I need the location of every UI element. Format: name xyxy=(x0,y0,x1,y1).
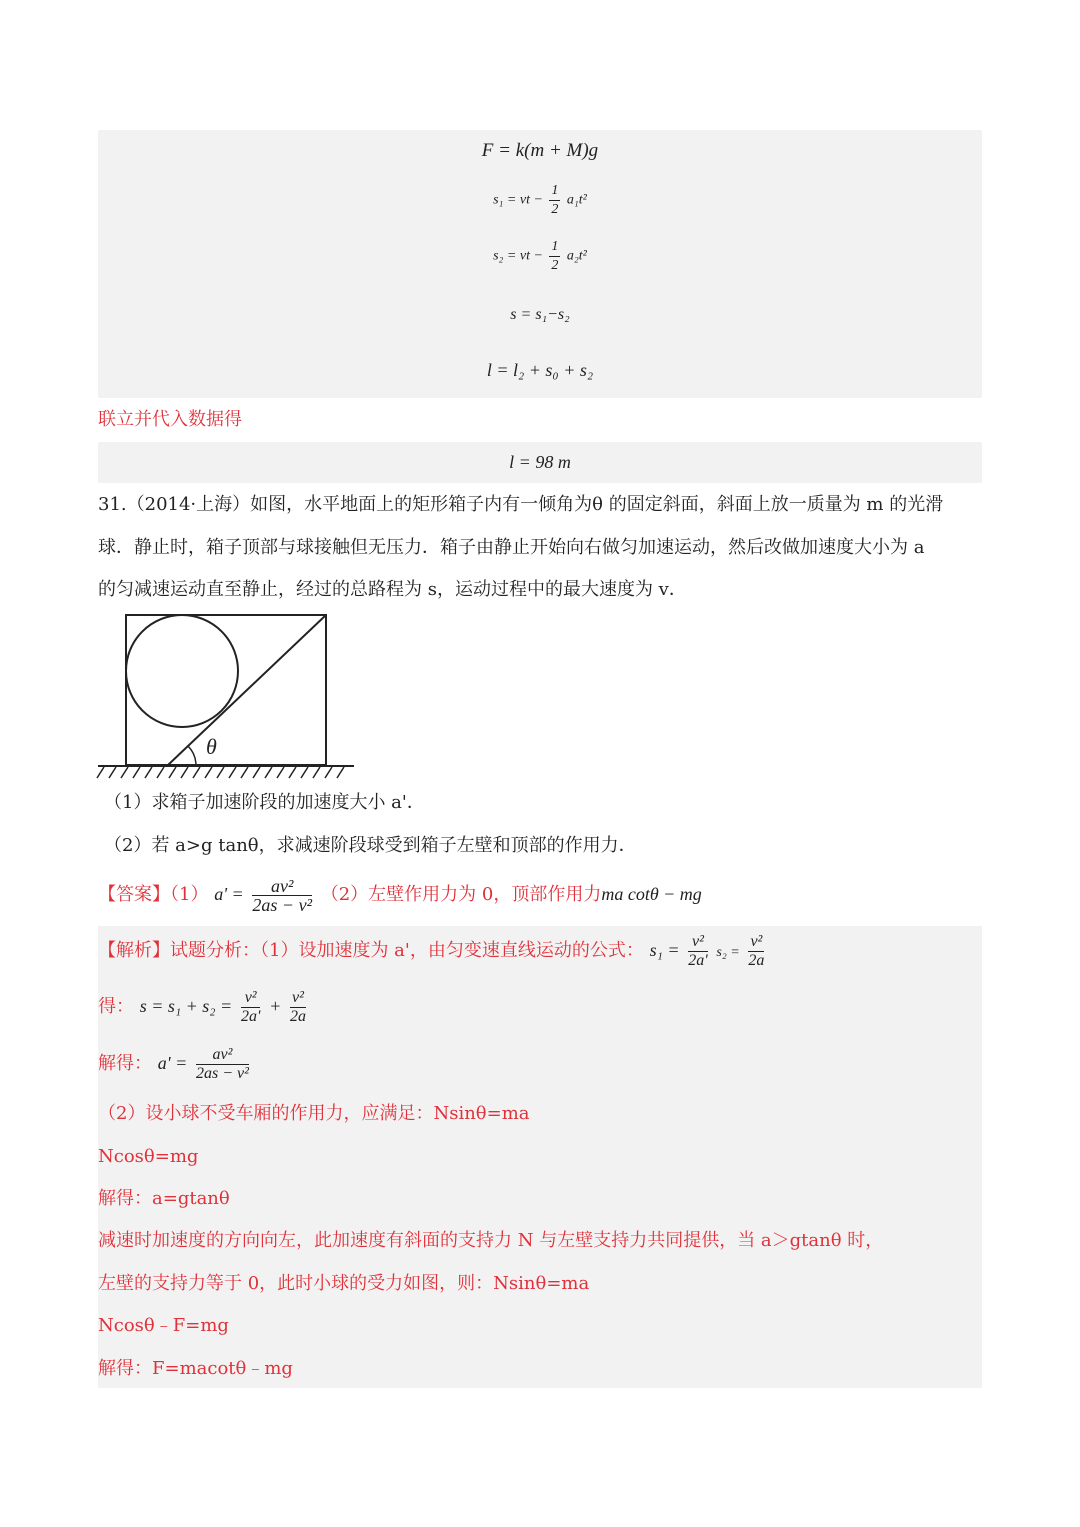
analysis-s1-fraction xyxy=(688,933,707,970)
analysis-line-6: 解得：a=gtanθ xyxy=(98,1188,230,1209)
box-incline-ball-figure xyxy=(96,610,358,782)
eq-text: s₁ = vt − xyxy=(493,192,543,208)
answer-a-prime: a' = xyxy=(214,884,244,904)
analysis-line-3 xyxy=(98,1045,252,1085)
answer-fraction xyxy=(252,877,312,914)
analysis-line-2 xyxy=(98,988,309,1028)
hatch-mark xyxy=(133,767,140,778)
analysis-line-10: 解得：F=macotθ﹣mg xyxy=(98,1358,293,1379)
result-box xyxy=(98,442,982,483)
equation-l: l = l₂ + s₀ + s₂ xyxy=(486,360,594,380)
question-1: （1）求箱子加速阶段的加速度大小 a'． xyxy=(104,792,425,813)
angle-arc xyxy=(188,746,196,765)
analysis-line-2-label: 得： xyxy=(98,996,134,1017)
angle-label: θ xyxy=(206,734,217,759)
hatch-mark xyxy=(229,767,236,778)
equation-force: F = k(m + M)g xyxy=(481,140,599,161)
hatch-mark xyxy=(157,767,164,778)
numerator: av² xyxy=(196,1046,249,1065)
formula-box-top xyxy=(98,130,982,398)
analysis-line-2-fraction-2 xyxy=(290,989,306,1026)
equation-s1 xyxy=(98,182,982,219)
hatch-mark xyxy=(169,767,176,778)
numerator: v² xyxy=(748,933,764,952)
analysis-line-7: 减速时加速度的方向向左，此加速度有斜面的支持力 N 与左壁支持力共同提供，当 a＞gtanθ 时， xyxy=(98,1230,884,1251)
hatch-mark xyxy=(337,767,344,778)
hatch-mark xyxy=(277,767,284,778)
hatch-mark xyxy=(145,767,152,778)
result-equation: l = 98 m xyxy=(509,452,571,472)
incline-line xyxy=(168,615,326,765)
hatch-mark xyxy=(121,767,128,778)
denominator: 2a' xyxy=(240,1007,261,1025)
eq-text: a₁t² xyxy=(566,192,587,208)
analysis-line-1-text: 试题分析：（1）设加速度为 a'，由匀变速直线运动的公式： xyxy=(170,940,644,961)
answer-part2-formula: ma cotθ − mg xyxy=(601,884,702,904)
denominator: 2a' xyxy=(688,951,708,969)
numerator: v² xyxy=(290,989,306,1008)
denominator: 2 xyxy=(551,202,559,217)
question-2: （2）若 a>g tanθ，求减速阶段球受到箱子左壁和顶部的作用力． xyxy=(104,835,637,856)
analysis-s2-fraction xyxy=(748,933,764,970)
analysis-line-2-eq: s = s₁ + s₂ = xyxy=(139,996,233,1016)
numerator: av² xyxy=(252,877,312,896)
hatch-mark xyxy=(301,767,308,778)
numerator: 1 xyxy=(549,238,560,257)
ball xyxy=(126,615,238,727)
denominator: 2a xyxy=(290,1007,306,1025)
combine-text: 联立并代入数据得 xyxy=(98,409,242,430)
answer-part2: （2）左壁作用力为 0，顶部作用力 xyxy=(320,884,602,905)
denominator: 2as − v² xyxy=(195,1064,249,1082)
fraction xyxy=(549,238,560,275)
analysis-line-4: （2）设小球不受车厢的作用力，应满足：Nsinθ=ma xyxy=(98,1103,530,1124)
analysis-s2: s₂ = xyxy=(716,945,740,960)
eq-text: a₂t² xyxy=(566,248,587,264)
numerator: 1 xyxy=(549,182,560,201)
analysis-line-3-label: 解得： xyxy=(98,1053,152,1074)
equation-s2 xyxy=(98,238,982,275)
analysis-line-9: Ncosθ﹣F=mg xyxy=(98,1315,229,1336)
analysis-line-5: Ncosθ=mg xyxy=(98,1146,199,1167)
equation-s: s = s₁−s₂ xyxy=(510,306,570,323)
analysis-line-3-eq: a' = xyxy=(157,1053,188,1073)
fraction xyxy=(549,182,560,219)
plus-sign: + xyxy=(269,996,282,1016)
numerator: v² xyxy=(688,933,707,952)
hatch-mark xyxy=(313,767,320,778)
analysis-line-1 xyxy=(98,932,767,972)
analysis-tag: 【解析】 xyxy=(98,940,170,961)
analysis-line-2-fraction-1 xyxy=(241,989,260,1026)
hatch-mark xyxy=(97,767,104,778)
denominator: 2a xyxy=(748,951,765,969)
hatch-mark xyxy=(205,767,212,778)
hatch-mark xyxy=(289,767,296,778)
answer-tag: 【答案】 xyxy=(98,884,170,905)
analysis-line-3-fraction xyxy=(196,1046,249,1083)
hatch-mark xyxy=(193,767,200,778)
problem-line-1: 31.（2014·上海）如图，水平地面上的矩形箱子内有一倾角为θ 的固定斜面，斜面上放一质量为 m 的光滑 xyxy=(98,494,944,515)
problem-line-3: 的匀减速运动直至静止，经过的总路程为 s，运动过程中的最大速度为 v． xyxy=(98,579,687,600)
eq-text: s₂ = vt − xyxy=(493,248,543,264)
answer-line xyxy=(98,874,702,924)
hatch-mark xyxy=(109,767,116,778)
denominator: 2as − v² xyxy=(252,894,312,915)
problem-line-2: 球．静止时，箱子顶部与球接触但无压力．箱子由静止开始向右做匀加速运动，然后改做加速度大小为 a xyxy=(98,537,925,558)
denominator: 2 xyxy=(551,258,559,273)
analysis-line-8: 左壁的支持力等于 0，此时小球的受力如图，则：Nsinθ=ma xyxy=(98,1273,590,1294)
hatch-mark xyxy=(181,767,188,778)
hatch-mark xyxy=(241,767,248,778)
answer-part1: （1） xyxy=(170,884,209,905)
numerator: v² xyxy=(241,989,260,1008)
ground-hatching xyxy=(97,767,344,778)
hatch-mark xyxy=(265,767,272,778)
hatch-mark xyxy=(325,767,332,778)
hatch-mark xyxy=(253,767,260,778)
analysis-s1: s₁ = xyxy=(649,940,680,960)
hatch-mark xyxy=(217,767,224,778)
